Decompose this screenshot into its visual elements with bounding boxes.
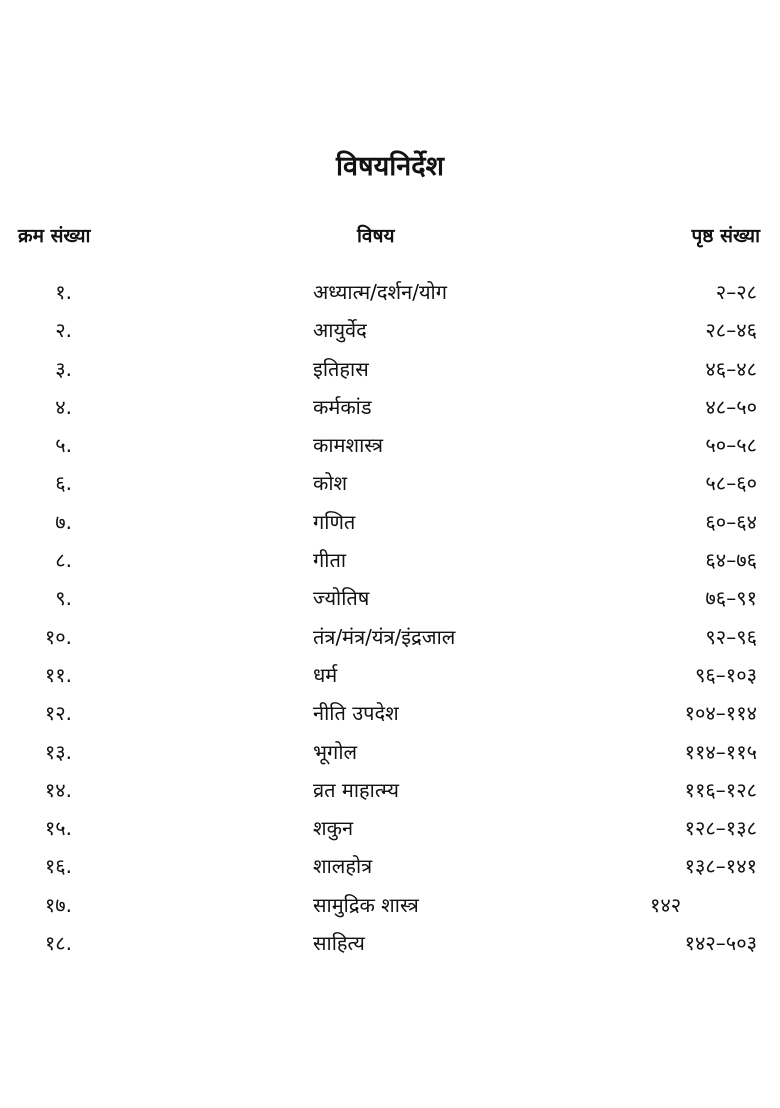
page-range: ४८–५० [705, 394, 757, 419]
subject: भूगोल [313, 739, 358, 764]
subject: नीति उपदेश [313, 701, 399, 726]
subject: कर्मकांड [313, 394, 372, 419]
serial-number: ७. [55, 509, 72, 534]
table-row [0, 427, 780, 465]
subject: आयुर्वेद [313, 318, 367, 343]
page-range: २–२८ [715, 280, 757, 304]
page-range: ११४–११५ [684, 739, 757, 764]
serial-number: ३. [55, 356, 72, 381]
subject: तंत्र/मंत्र/यंत्र/इंद्रजाल [313, 624, 456, 649]
table-row [0, 274, 780, 312]
page-range: ९६–१०३ [695, 662, 757, 687]
page-range: ७६–९१ [705, 586, 757, 611]
page-range: ५०–५८ [705, 433, 757, 458]
page-range: २८–४६ [705, 318, 757, 343]
serial-number: १८. [44, 931, 72, 956]
table-row [0, 542, 780, 580]
table-row [0, 504, 780, 542]
contents-table [0, 274, 780, 963]
subject: शालहोत्र [313, 854, 373, 879]
subject: इतिहास [313, 356, 369, 381]
serial-number: ९. [55, 586, 72, 611]
serial-number: ४. [55, 394, 72, 419]
table-row [0, 389, 780, 427]
table-row [0, 351, 780, 389]
subject: गणित [313, 509, 356, 534]
serial-number: ११. [44, 662, 72, 687]
header-serial: क्रम संख्या [18, 225, 91, 247]
table-row [0, 580, 780, 618]
serial-number: १२. [44, 701, 72, 726]
serial-number: १०. [44, 624, 72, 649]
page-range: १४२ [650, 892, 682, 917]
page-title: विषयनिर्देश [336, 151, 444, 182]
table-row [0, 810, 780, 848]
page-range: १३८–१४१ [684, 854, 757, 879]
page-range: १४२–५०३ [684, 931, 757, 956]
serial-number: १७. [44, 892, 72, 917]
header-pages: पृष्ठ संख्या [691, 225, 760, 247]
table-row [0, 465, 780, 503]
subject: धर्म [313, 662, 338, 687]
subject: कोश [313, 471, 348, 496]
table-row [0, 734, 780, 772]
serial-number: १५. [44, 816, 72, 841]
subject: सामुद्रिक शास्त्र [313, 892, 419, 917]
table-row [0, 312, 780, 350]
page-range: ६४–७६ [705, 548, 757, 573]
serial-number: ५. [55, 433, 72, 458]
serial-number: ८. [55, 548, 72, 573]
page-range: १०४–११४ [684, 701, 757, 726]
page-range: १२८–१३८ [684, 816, 757, 841]
serial-number: १३. [44, 739, 72, 764]
serial-number: ६. [55, 471, 72, 496]
page-range: ९२–९६ [705, 624, 757, 649]
header-subject: विषय [357, 225, 395, 247]
page-range: ४६–४८ [705, 356, 757, 381]
table-row [0, 772, 780, 810]
table-row [0, 848, 780, 886]
subject: व्रत माहात्म्य [313, 777, 399, 802]
table-row [0, 695, 780, 733]
table-row [0, 887, 780, 925]
table-row [0, 657, 780, 695]
subject: साहित्य [313, 931, 365, 956]
serial-number: १. [55, 280, 72, 304]
page-range: ५८–६० [705, 471, 757, 496]
subject: ज्योतिष [313, 586, 370, 611]
subject: शकुन [313, 816, 354, 841]
table-row [0, 925, 780, 963]
serial-number: १४. [44, 777, 72, 802]
serial-number: २. [55, 318, 72, 343]
subject: कामशास्त्र [313, 433, 384, 458]
table-row [0, 619, 780, 657]
page-range: ६०–६४ [705, 509, 757, 534]
subject: गीता [313, 548, 347, 573]
page-range: ११६–१२८ [684, 777, 757, 802]
serial-number: १६. [44, 854, 72, 879]
subject: अध्यात्म/दर्शन/योग [313, 280, 447, 304]
